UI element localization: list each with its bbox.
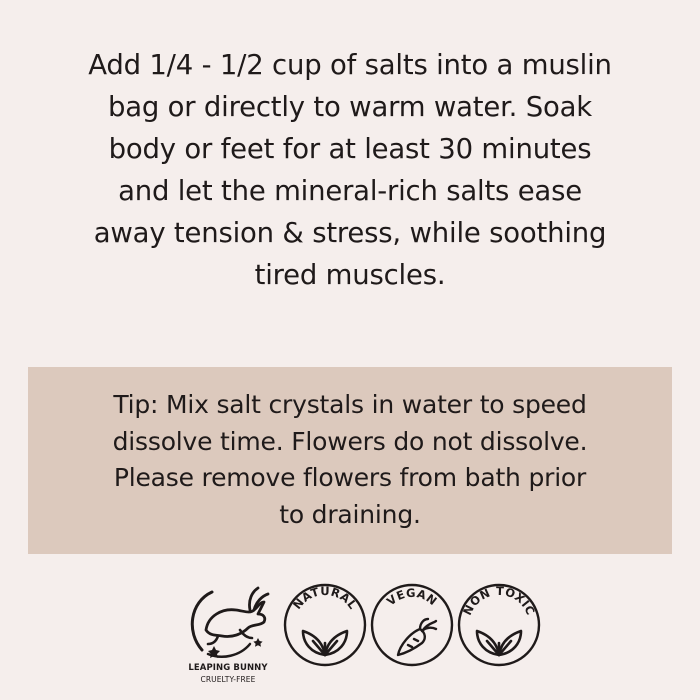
tip-text [28, 387, 672, 533]
carrot-icon [398, 619, 436, 655]
instructions-line: and let the mineral-rich salts ease [118, 175, 582, 207]
leaf-icon [303, 631, 347, 655]
instructions-line: tired muscles. [254, 259, 446, 291]
natural-badge [283, 583, 367, 667]
leaf-icon [477, 631, 521, 655]
instructions-line: body or feet for at least 30 minutes [108, 133, 592, 165]
tip-box [28, 367, 672, 554]
tip-line: to draining. [279, 499, 421, 529]
non-toxic-badge-label: NON TOXIC [460, 583, 538, 618]
leaping-bunny-badge [178, 580, 278, 690]
vegan-badge-label: VEGAN [383, 585, 441, 609]
instructions-line: away tension & stress, while soothing [93, 217, 607, 249]
non-toxic-badge [457, 583, 541, 667]
instructions-line: Add 1/4 - 1/2 cup of salts into a muslin [88, 49, 612, 81]
tip-line: dissolve time. Flowers do not dissolve. [112, 426, 588, 456]
tip-line: Tip: Mix salt crystals in water to speed [113, 390, 587, 419]
bunny-badge-title: LEAPING BUNNY [188, 663, 268, 673]
tip-line: Please remove flowers from bath prior [113, 463, 587, 492]
bunny-badge-subtitle: CRUELTY-FREE [200, 675, 256, 684]
leaping-bunny-icon [178, 580, 278, 662]
instructions-line: bag or directly to warm water. Soak [107, 91, 593, 123]
vegan-badge [370, 583, 454, 667]
natural-badge-label: NATURAL [289, 583, 361, 612]
instructions-text [20, 44, 680, 296]
